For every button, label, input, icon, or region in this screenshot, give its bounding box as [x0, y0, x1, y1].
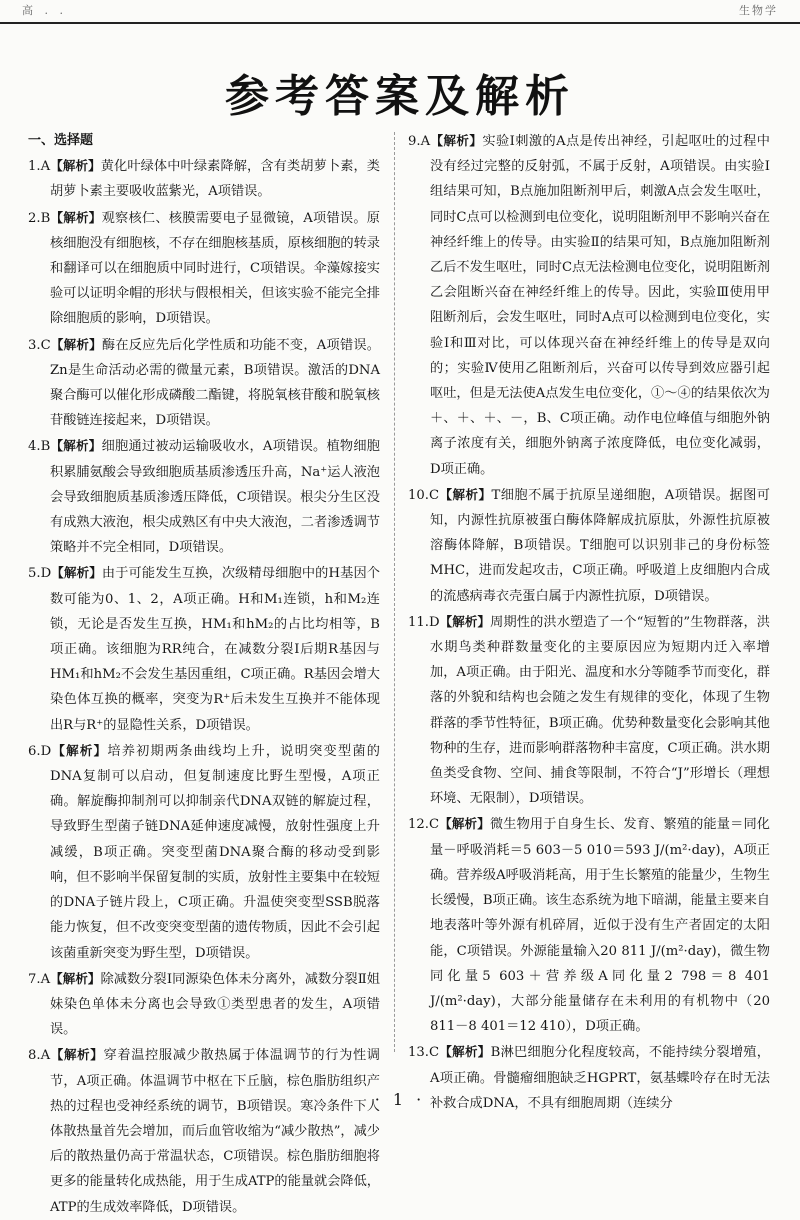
answer-explanation: 酶在反应先后化学性质和功能不变，A项错误。Zn是生命活动必需的微量元素，B项错误。激活的DNA聚合酶可以催化形成磷酸二酯键，将脱氧核苷酸和脱氧核苷酸链连接起来，D项错误。 [50, 337, 380, 429]
column-divider [394, 132, 395, 1052]
answer-number: 4.B [28, 439, 51, 455]
answer-item [28, 560, 380, 737]
answer-item [28, 153, 380, 204]
answer-explanation: 除减数分裂Ⅰ同源染色体未分离外，减数分裂Ⅱ姐妹染色单体未分离也会导致①类型患者的发生，A项错误。 [50, 971, 380, 1038]
answer-explanation: 穿着温控服减少散热属于体温调节的行为性调节，A项正确。体温调节中枢在下丘脑，棕色脂肪组织产热的过程也受神经系统的调节，B项错误。寒冷条件下人体散热量首先会增加，而后血管收缩为“减少散热”，减少后的散热量仍高于常温状态，C项错误。棕色脂肪细胞将更多的能量转化成热能，用于生成ATP的能量就会降低，ATP的生成效率降低，D项错误。 [50, 1048, 380, 1215]
answer-number: 13.C [408, 1045, 440, 1061]
answer-item [408, 609, 770, 812]
answer-number: 6.D [28, 743, 52, 759]
answer-item [28, 433, 380, 560]
answer-explanation: 实验Ⅰ刺激的A点是传出神经，引起呕吐的过程中没有经过完整的反射弧，不属于反射，A项错误。由实验Ⅰ组结果可知，B点施加阻断剂甲后，刺激A点会发生呕吐，同时C点可以检测到电位变化，说明阻断剂甲不影响兴奋在神经纤维上的传导。由实验Ⅱ的结果可知，B点施加阻断剂乙后不发生呕吐，同时C点无法检测电位变化，说明阻断剂乙会阻断兴奋在神经纤维上的传导。因此，实验Ⅲ使用甲阻断剂后，会发生呕吐，同时A点可以检测到电位变化，实验Ⅰ和Ⅲ对比，可以体现兴奋在神经纤维上的传导是双向的；实验Ⅳ使用乙阻断剂后，兴奋可以传导到效应器引起呕吐，但是无法使A点发生电位变化，①～④的结果依次为＋、＋、＋、－，B、C项正确。动作电位峰值与细胞外钠离子浓度有关，细胞外钠离子浓度降低，电位变化减弱，D项正确。 [430, 134, 770, 477]
answer-item [408, 482, 770, 609]
answer-explanation: 黄化叶绿体中叶绿素降解，含有类胡萝卜素，类胡萝卜素主要吸收蓝紫光，A项错误。 [50, 159, 380, 200]
answer-number: 5.D [28, 566, 52, 582]
answer-number: 12.C [408, 817, 440, 833]
answer-explanation: 由于可能发生互换，次级精母细胞中的H基因个数可能为0、1、2，A项正确。H和M₁连锁，h和M₂连锁，无论是否发生互换，HM₁和hM₂的占比均相等，B项正确。该细胞为RR纯合，在减数分裂Ⅰ后期R基因与HM₁和hM₂不会发生基因重组，C项正确。R基因会增大染色体互换的概率，突变为R⁺后未发生互换并不能体现出R与R⁺的显隐性关系，D项错误。 [50, 566, 380, 733]
left-answer-list [28, 153, 380, 1220]
answer-explanation: 细胞通过被动运输吸收水，A项错误。植物细胞积累脯氨酸会导致细胞质基质渗透压升高，Na⁺运人液泡会导致细胞质基质渗透压降低，C项错误。根尖分生区没有成熟大液泡，根尖成熟区有中央大液泡，二者渗透调节策略并不完全相同，D项错误。 [50, 439, 380, 556]
answer-explanation: 观察核仁、核膜需要电子显微镜，A项错误。原核细胞没有细胞核，不存在细胞核基质，原核细胞的转录和翻译可以在细胞质中同时进行，C项错误。伞藻嫁接实验可以证明伞帽的形状与假根相关，但该实验不能完全排除细胞质的影响，D项错误。 [50, 210, 380, 327]
answer-explanation: B淋巴细胞分化程度较高，不能持续分裂增殖，A项正确。骨髓瘤细胞缺乏HGPRT，氨基蝶呤存在时无法补救合成DNA，不具有细胞周期（连续分 [430, 1045, 770, 1111]
right-column [408, 128, 770, 1111]
answer-item [408, 128, 770, 482]
analysis-tag: 【解析】 [50, 970, 101, 986]
analysis-tag: 【解析】 [430, 133, 483, 148]
header-rule [0, 22, 800, 24]
answer-item [28, 332, 380, 434]
analysis-tag: 【解析】 [51, 742, 108, 758]
left-column [28, 128, 380, 1215]
answer-explanation: 周期性的洪水塑造了一个“短暂的”生物群落，洪水期鸟类种群数量变化的主要原因应为短期内迁入率增加，A项正确。由于阳光、温度和水分等随季节而变化，群落的外貌和结构也会随之发生有规律的变化，体现了生物群落的季节性特征，B项正确。优势种数量变化会影响其他物种的生存，进而影响群落物种丰富度，C项正确。洪水期鱼类受食物、空间、捕食等限制，不符合“J”形增长（理想环境、无限制），D项错误。 [430, 614, 770, 807]
answer-explanation: T细胞不属于抗原呈递细胞，A项错误。据图可知，内源性抗原被蛋白酶体降解成抗原肽，外源性抗原被溶酶体降解，B项错误。T细胞可以识别非己的身份标签MHC，进而发起攻击，C项正确。呼吸道上皮细胞内合成的流感病毒衣壳蛋白属于内源性抗原，D项错误。 [430, 487, 770, 604]
answer-number: 2.B [28, 210, 51, 226]
analysis-tag: 【解析】 [439, 613, 491, 629]
answer-item [28, 205, 380, 332]
answer-number: 9.A [408, 134, 431, 149]
answer-number: 3.C [28, 337, 51, 353]
answer-number: 10.C [408, 487, 440, 503]
analysis-tag: 【解析】 [50, 336, 102, 352]
answer-explanation: 微生物用于自身生长、发育、繁殖的能量＝同化量－呼吸消耗＝5 603－5 010＝593 J/(m²·day)，A项正确。营养级A呼吸消耗高，用于生长繁殖的能量少，生物生长缓慢，B项正确。该生态系统为地下暗湖，能量主要来自地表落叶等外源有机碎屑，近似于没有生产者固定的太阳能，C项错误。外源能量输入20 811 J/(m²·day)，微生物同化量5 603＋营养级A同化量2 798＝8 401 J/(m²·day)，大部分能量储存在未利用的有机物中（20 811－8 401＝12 410），D项正确。 [430, 817, 770, 1035]
analysis-tag: 【解析】 [50, 438, 102, 454]
analysis-tag: 【解析】 [50, 158, 101, 174]
answer-number: 1.A [28, 159, 51, 175]
answer-number: 7.A [28, 971, 51, 987]
analysis-tag: 【解析】 [51, 565, 102, 581]
section-title: 一、选择题 [28, 133, 94, 148]
answer-explanation: 培养初期两条曲线均上升，说明突变型菌的DNA复制可以启动，但复制速度比野生型慢，A项正确。解旋酶抑制剂可以抑制亲代DNA双链的解旋过程，导致野生型菌子链DNA延伸速度减慢，放射性强度上升减缓，B项正确。突变型菌DNA聚合酶的移动受到影响，但不影响半保留复制的实质，放射性主要集中在较短的DNA子链片段上，C项正确。升温使突变型SSB脱落能力恢复，但不改变突变型菌的遗传物质，因此不会引起该菌重新突变为野生型，D项错误。 [50, 743, 380, 961]
analysis-tag: 【解析】 [439, 1044, 491, 1060]
answer-item [28, 1042, 380, 1219]
analysis-tag: 【解析】 [50, 1047, 104, 1063]
right-answer-list [408, 128, 770, 1116]
page-number: · 1 · [374, 1090, 426, 1109]
analysis-tag: 【解析】 [50, 209, 102, 225]
analysis-tag: 【解析】 [439, 486, 492, 502]
header-left: 高 . . [22, 4, 67, 17]
page-title: 参考答案及解析 [225, 71, 575, 122]
analysis-tag: 【解析】 [439, 816, 490, 832]
answer-item [28, 966, 380, 1043]
answer-number: 8.A [28, 1048, 51, 1064]
answer-item [408, 811, 770, 1039]
answer-number: 11.D [408, 614, 440, 630]
header-right: 生物学 [739, 4, 778, 17]
answer-item [28, 738, 380, 966]
